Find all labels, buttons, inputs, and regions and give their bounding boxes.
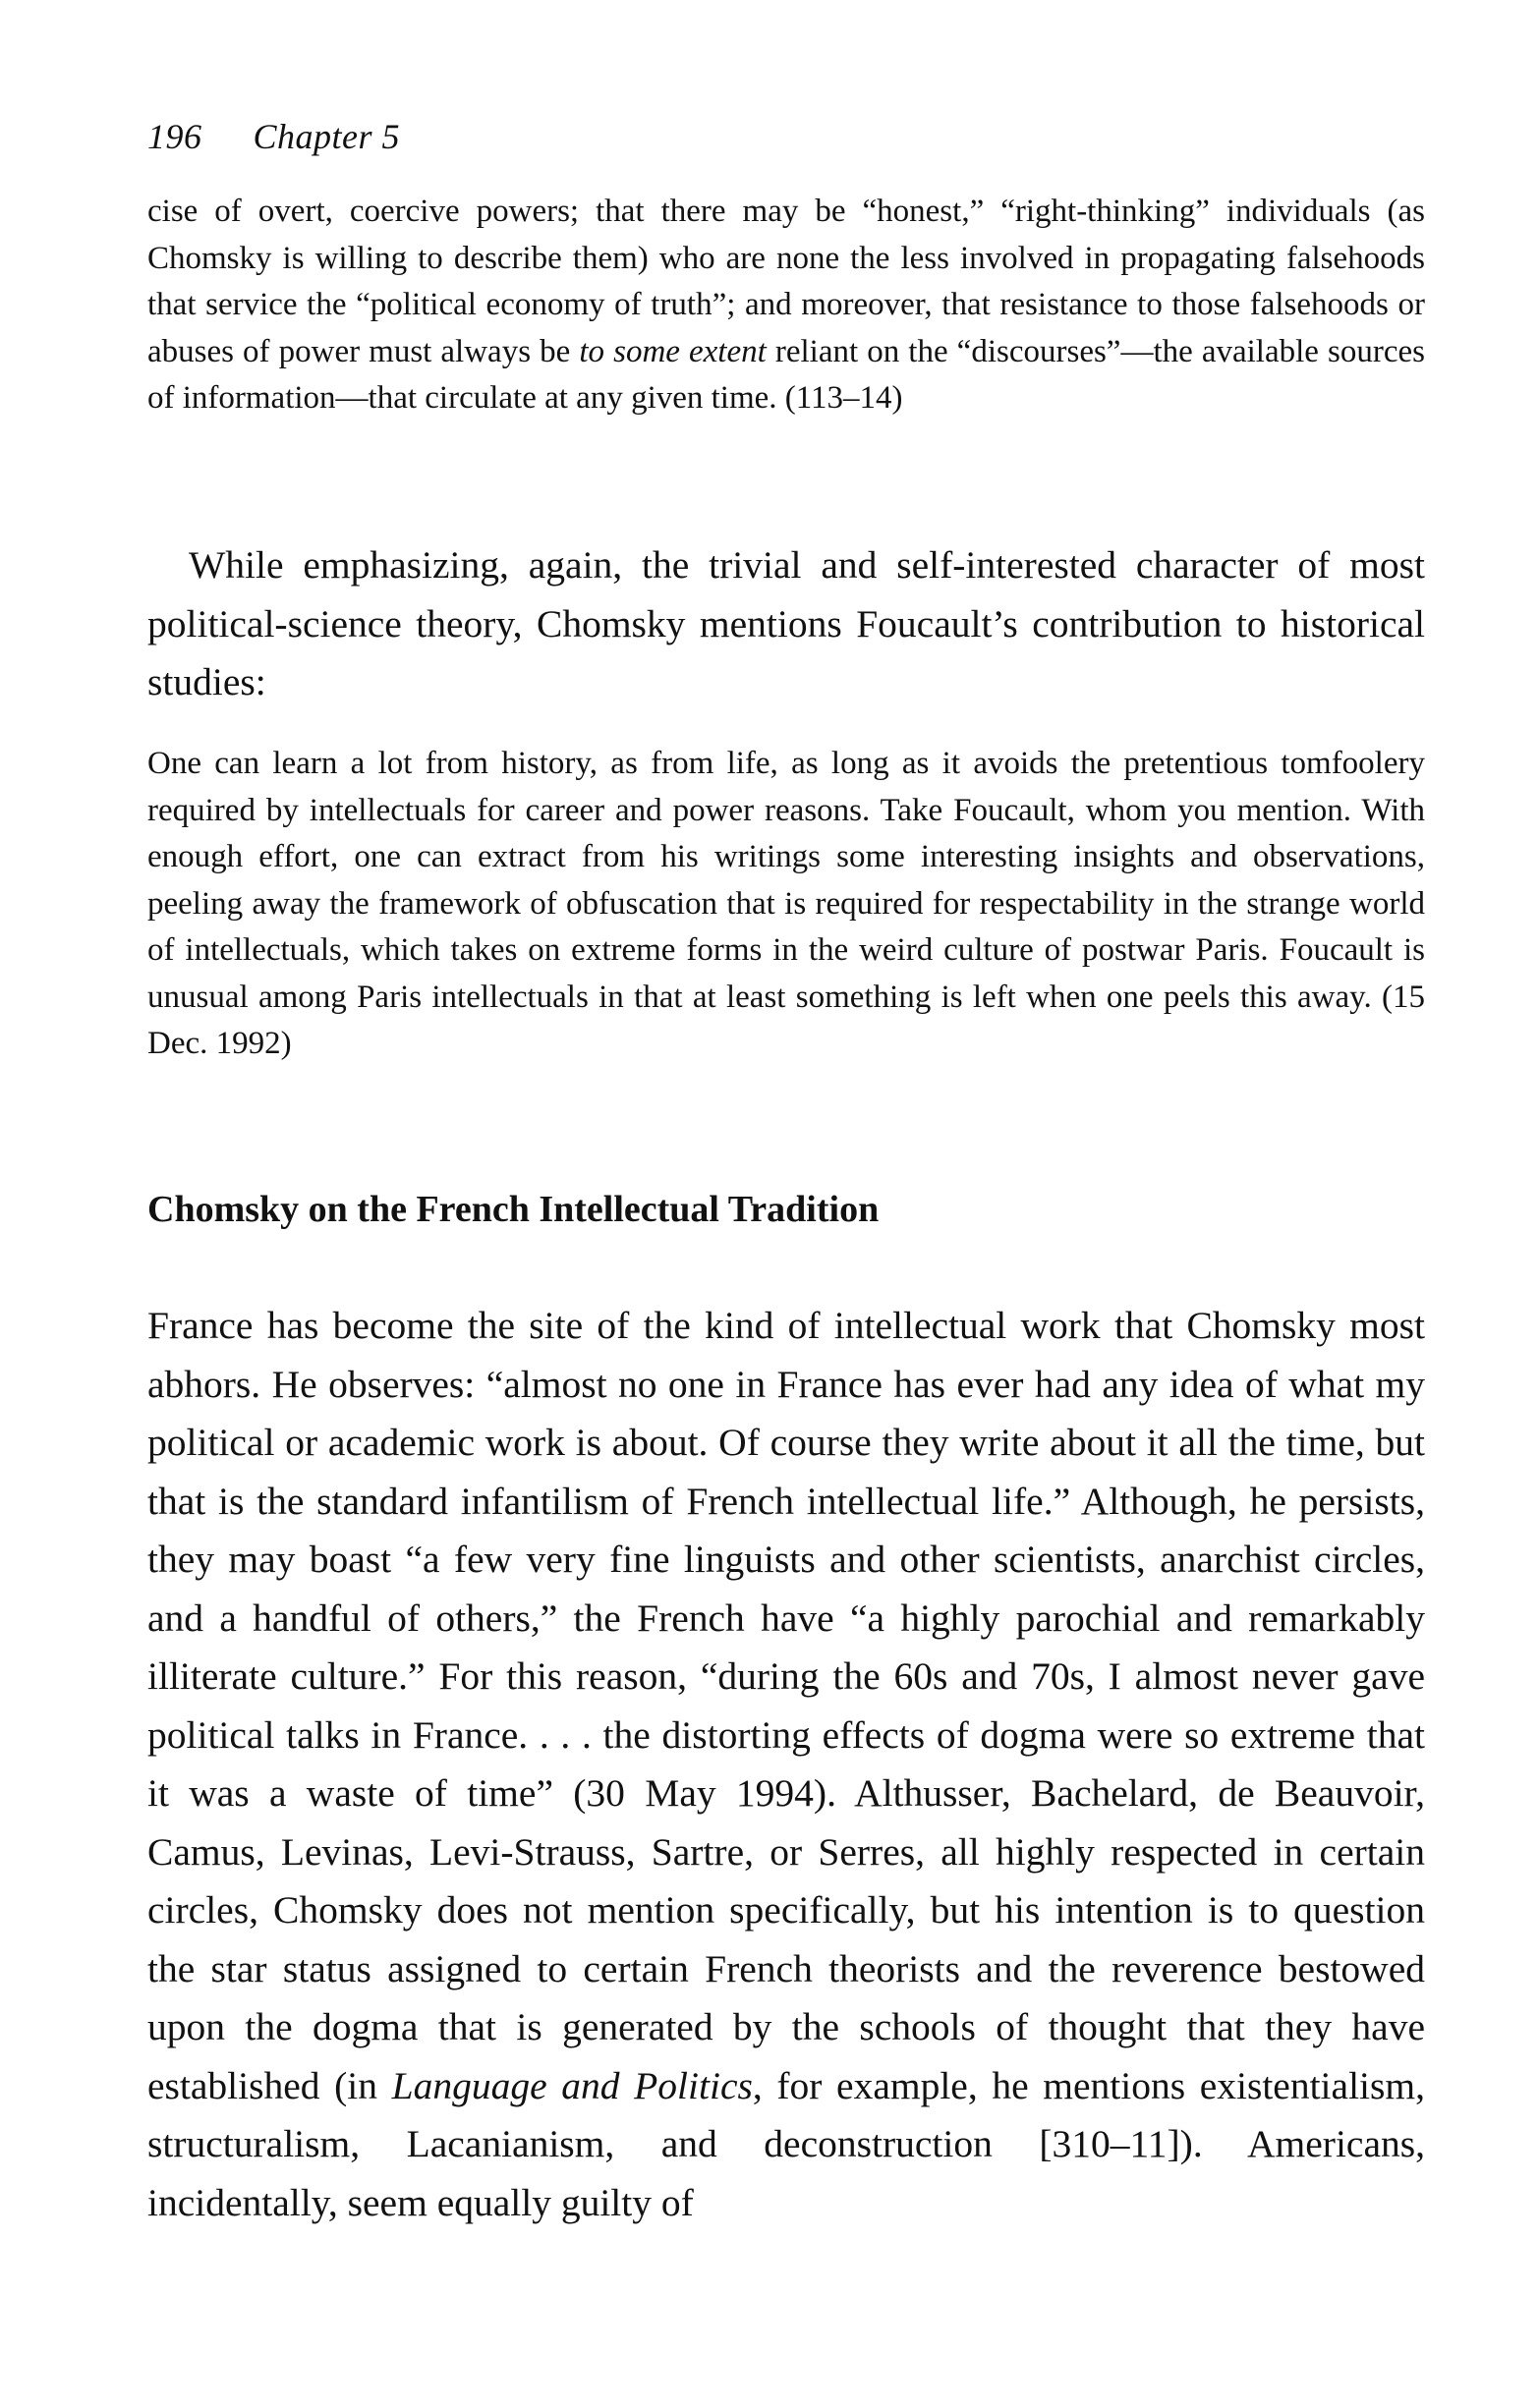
block-quote-continued [147,189,1425,422]
book-page [147,0,1425,2408]
body-paragraph-french-tradition [147,1297,1425,2232]
paragraph-text-part2: , for example, he mentions existentialism, structuralism, Lacanianism, and deconstruction [310–11]). Americans, incidentally, seem equally guilty of [147,2063,1425,2224]
running-head [147,116,400,157]
chapter-title: Chapter 5 [253,117,401,156]
page-number: 196 [147,117,202,156]
paragraph-text-part1: France has become the site of the kind of intellectual work that Chomsky most abhors. He observes: “almost no one in France has ever had any idea of what my political or academic work is about. Of course they write about it all the time, but that is the standard infantilism of French intellectual life.” Although, he persists, they may boast “a few very fine linguists and other scientists, anarchist circles, and a handful of others,” the French have “a highly parochial and remarkably illiterate culture.” For this reason, “during the 60s and 70s, I almost never gave political talks in France. . . . the distorting effects of dogma were so extreme that it was a waste of time” (30 May 1994). Althusser, Bachelard, de Beauvoir, Camus, Levinas, Levi-Strauss, Sartre, or Serres, all highly respected in certain circles, Chomsky does not mention specifically, but his intention is to question the star status assigned to certain French theorists and the reverence bestowed upon the dogma that is generated by the schools of thought that they have established (in [147,1304,1425,2107]
quote-emphasis: to some extent [579,333,767,369]
section-heading: Chomsky on the French Intellectual Tradition [147,1189,880,1230]
quote-text-part1: cise of overt, coercive powers; that there may be “honest,” “right-thinking” individuals (as Chomsky is willing to describe them) who are none the less involved in propagating falsehoods that service the “political economy of truth”; and moreover, that resistance to those falsehoods or abuses of power must always be [147,194,1425,369]
body-paragraph-foucault-intro: While emphasizing, again, the trivial and self-interested character of most political-science theory, Chomsky mentions Foucault’s contribution to historical studies: [147,543,1425,703]
block-quote-foucault: One can learn a lot from history, as from life, as long as it avoids the pretentious tomfoolery required by intellectuals for career and power reasons. Take Foucault, whom you mention. With enough effort, one can extract from his writings some interesting insights and observations, peeling away the framework of obfuscation that is required for respectability in the strange world of intellectuals, which takes on extreme forms in the weird culture of postwar Paris. Foucault is unusual among Paris intellectuals in that at least something is left when one peels this away. (15 Dec. 1992) [147,746,1425,1061]
quote-text-part2: reliant on the “discourses”—the available sources of information—that circulate at any given time. (113–14) [147,333,1425,416]
book-title: Language and Politics [391,2063,753,2107]
